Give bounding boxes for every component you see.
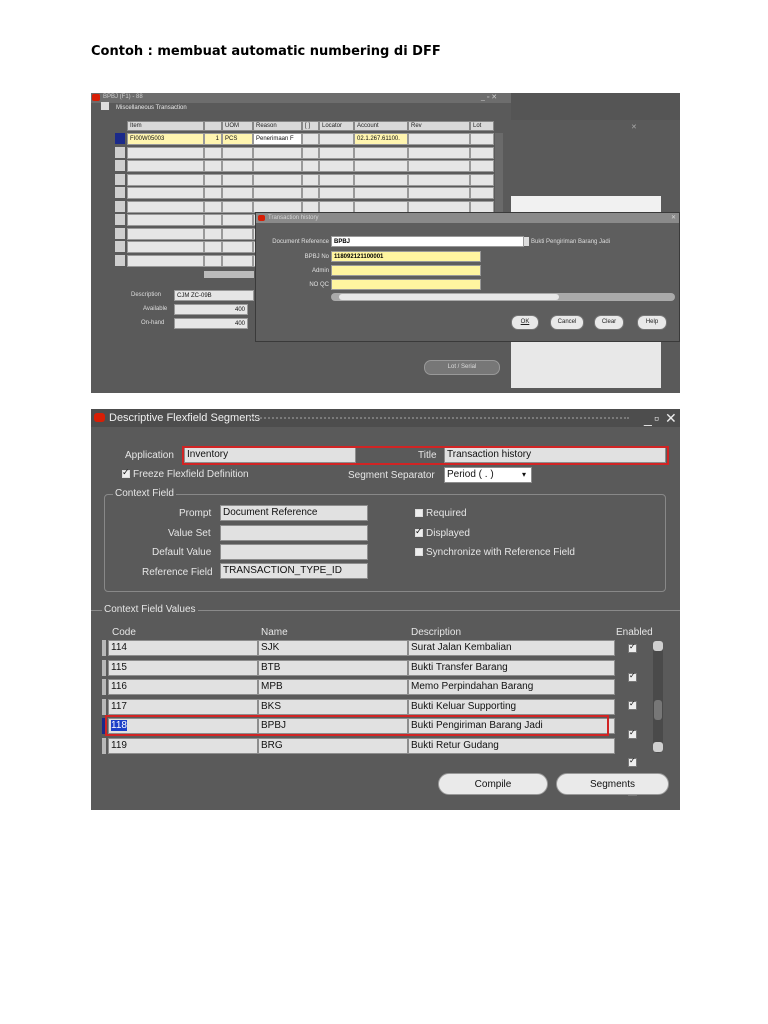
value-set-field[interactable]: [220, 525, 368, 541]
col-qty: [204, 121, 222, 131]
grid-cell[interactable]: [127, 160, 204, 172]
freeze-checkbox[interactable]: [122, 469, 249, 480]
chevron-down-icon: ▾: [521, 470, 526, 479]
available-field: 400: [174, 304, 248, 315]
displayed-checkbox[interactable]: [415, 528, 470, 539]
grid-cell[interactable]: [470, 201, 494, 213]
reason-field[interactable]: Penerimaan F: [253, 133, 302, 145]
grid-cell[interactable]: [408, 147, 470, 159]
grid-cell[interactable]: [470, 174, 494, 186]
grid-cell[interactable]: [222, 214, 253, 226]
highlight-box: [182, 446, 669, 465]
misc-title-bar: [91, 93, 511, 103]
grid-cell[interactable]: [354, 201, 408, 213]
description-cell[interactable]: Bukti Transfer Barang: [408, 660, 615, 676]
prompt-field[interactable]: Document Reference: [220, 505, 368, 521]
grid-cell[interactable]: [204, 147, 222, 159]
checkbox-icon: [415, 529, 423, 537]
tx-title-bar: [256, 213, 679, 223]
col-item: Item: [127, 121, 204, 131]
help-button[interactable]: Help: [637, 315, 667, 330]
bpbj-label: BPBJ No: [304, 254, 329, 260]
grid-cell[interactable]: [253, 174, 302, 186]
grid-cell[interactable]: [253, 201, 302, 213]
dff-title-bar: [91, 409, 680, 427]
grid-cell[interactable]: [408, 160, 470, 172]
description-cell[interactable]: Bukti Pengiriman Barang Jadi: [408, 718, 615, 734]
grid-cell[interactable]: [319, 160, 354, 172]
col-bracket: [ ]: [302, 121, 319, 131]
enabled-checkbox[interactable]: [628, 644, 637, 653]
oracle-icon: [258, 215, 265, 221]
account-field[interactable]: 02.1.267.61100.: [354, 133, 408, 145]
horizontal-scrollbar[interactable]: [204, 271, 254, 278]
screenshot-misc-transaction: [91, 93, 680, 393]
row-selector[interactable]: [102, 679, 106, 695]
grid-cell[interactable]: [302, 187, 319, 199]
scroll-up-icon[interactable]: [653, 641, 663, 651]
grid-cell[interactable]: [302, 201, 319, 213]
current-record-indicator: [115, 133, 125, 144]
code-cell[interactable]: 114: [108, 640, 258, 656]
doc-ref-label: Document Reference: [272, 239, 329, 245]
col-account: Account: [354, 121, 408, 131]
segment-separator-value: Period ( . ): [447, 469, 494, 480]
doc-ref-field[interactable]: BPBJ: [331, 236, 524, 247]
segment-separator-select[interactable]: [444, 467, 532, 483]
rev-field[interactable]: [408, 133, 470, 145]
description-cell[interactable]: Bukti Keluar Supporting: [408, 699, 615, 715]
name-cell[interactable]: MPB: [258, 679, 408, 695]
col-description-header: Description: [411, 627, 462, 638]
default-value-label: Default Value: [152, 547, 212, 558]
row-indicator[interactable]: [115, 201, 125, 212]
admin-label: Admin: [311, 268, 329, 274]
grid-cell[interactable]: [354, 160, 408, 172]
grid-cell[interactable]: [204, 201, 222, 213]
grid-cell[interactable]: [253, 187, 302, 199]
lot-field[interactable]: [470, 133, 494, 145]
context-field-legend: Context Field: [115, 488, 174, 499]
row-selector[interactable]: [102, 738, 106, 754]
enabled-checkbox[interactable]: [628, 730, 637, 739]
required-label: Required: [426, 508, 467, 519]
row-selector[interactable]: [102, 699, 106, 715]
grid-cell[interactable]: [127, 147, 204, 159]
grid-cell[interactable]: [253, 147, 302, 159]
grid-cell[interactable]: [222, 255, 253, 267]
grid-cell[interactable]: [408, 201, 470, 213]
row-selector[interactable]: [102, 660, 106, 676]
grid-cell[interactable]: [319, 201, 354, 213]
qty-field[interactable]: 1: [204, 133, 222, 145]
row-indicator[interactable]: [115, 174, 125, 185]
bpbj-no-field[interactable]: 118092121100001: [331, 251, 481, 262]
close-icon[interactable]: ✕: [665, 410, 677, 426]
grid-cell[interactable]: [319, 174, 354, 186]
form-icon: [101, 102, 109, 110]
onhand-label: On-hand: [141, 320, 165, 326]
code-cell[interactable]: 116: [108, 679, 258, 695]
title-bar-texture: [249, 417, 629, 422]
grid-cell[interactable]: [470, 160, 494, 172]
description-cell[interactable]: Memo Perpindahan Barang: [408, 679, 615, 695]
oracle-icon: [94, 413, 105, 422]
noqc-label: NO QC: [309, 282, 329, 288]
background-panel-lower: [509, 338, 661, 388]
row-indicator[interactable]: [115, 187, 125, 198]
grid-cell[interactable]: [204, 255, 222, 267]
grid-cell[interactable]: [127, 255, 204, 267]
grid-cell[interactable]: [354, 174, 408, 186]
grid-cell[interactable]: [204, 187, 222, 199]
application-field[interactable]: Inventory: [184, 447, 356, 463]
grid-cell[interactable]: [127, 187, 204, 199]
grid-cell[interactable]: [204, 241, 222, 253]
description-cell[interactable]: Bukti Retur Gudang: [408, 738, 615, 754]
misc-subtitle: Miscellaneous Transaction: [116, 105, 187, 111]
name-cell[interactable]: SJK: [258, 640, 408, 656]
grid-cell[interactable]: [302, 174, 319, 186]
row-indicator[interactable]: [115, 241, 125, 252]
prompt-label: Prompt: [179, 508, 212, 519]
col-lot: Lot: [470, 121, 494, 131]
bg-window-controls: ✕: [631, 124, 637, 131]
maximize-icon[interactable]: ▫: [654, 410, 659, 426]
description-field[interactable]: CJM ZC-09B: [174, 290, 254, 301]
compile-button[interactable]: Compile: [438, 773, 548, 795]
grid-cell[interactable]: [408, 187, 470, 199]
grid-cell[interactable]: [470, 147, 494, 159]
grid-cell[interactable]: [253, 160, 302, 172]
code-cell[interactable]: 115: [108, 660, 258, 676]
grid-cell[interactable]: [302, 160, 319, 172]
segment-separator-label: Segment Separator: [348, 470, 435, 481]
code-cell[interactable]: 119: [108, 738, 258, 754]
vertical-scrollbar[interactable]: [653, 641, 663, 753]
synchronize-checkbox[interactable]: [415, 547, 575, 558]
scroll-thumb[interactable]: [339, 294, 559, 300]
tx-horizontal-scrollbar[interactable]: [331, 293, 675, 301]
dff-window-title: Descriptive Flexfield Segments: [109, 412, 261, 424]
available-label: Available: [143, 306, 168, 312]
scroll-thumb[interactable]: [654, 700, 662, 720]
grid-cell[interactable]: [222, 147, 253, 159]
tx-window-title: Transaction history: [268, 215, 319, 221]
title-label: Title: [418, 450, 437, 461]
col-reason: Reason: [253, 121, 302, 131]
required-checkbox[interactable]: [415, 508, 467, 519]
name-cell[interactable]: BTB: [258, 660, 408, 676]
grid-cell[interactable]: [354, 147, 408, 159]
grid-cell[interactable]: [127, 241, 204, 253]
name-cell[interactable]: BKS: [258, 699, 408, 715]
default-value-field[interactable]: [220, 544, 368, 560]
grid-cell[interactable]: [319, 147, 354, 159]
grid-cell[interactable]: [302, 147, 319, 159]
grid-cell[interactable]: [127, 201, 204, 213]
lov-button[interactable]: [524, 237, 529, 246]
scroll-down-icon[interactable]: [653, 742, 663, 752]
sync-label: Synchronize with Reference Field: [426, 547, 575, 558]
col-name-header: Name: [261, 627, 288, 638]
grid-cell[interactable]: [204, 160, 222, 172]
grid-cell[interactable]: [408, 174, 470, 186]
name-cell[interactable]: BPBJ: [258, 718, 408, 734]
col-rev: Rev: [408, 121, 470, 131]
reference-field-field[interactable]: TRANSACTION_TYPE_ID: [220, 563, 368, 579]
misc-window-title: BPBJ (F1) - 88: [103, 94, 143, 100]
row-indicator[interactable]: [115, 228, 125, 239]
bracket-field[interactable]: [302, 133, 319, 145]
application-label: Application: [125, 450, 174, 461]
screenshot-dff-segments: [91, 409, 680, 810]
ok-button[interactable]: [511, 315, 539, 330]
col-uom: UOM: [222, 121, 253, 131]
value-set-label: Value Set: [168, 528, 211, 539]
grid-cell[interactable]: [222, 174, 253, 186]
item-field[interactable]: FI00W05003: [127, 133, 204, 145]
page-heading: Contoh : membuat automatic numbering di DFF: [91, 44, 441, 59]
grid-cell[interactable]: [222, 241, 253, 253]
enabled-checkbox[interactable]: [628, 701, 637, 710]
clear-button[interactable]: Clear: [594, 315, 624, 330]
grid-cell[interactable]: [319, 187, 354, 199]
checkbox-icon: [415, 548, 423, 556]
code-cell[interactable]: 117: [108, 699, 258, 715]
row-indicator[interactable]: [115, 255, 125, 266]
minimize-icon[interactable]: _: [644, 410, 652, 426]
row-indicator[interactable]: [115, 147, 125, 158]
title-field[interactable]: Transaction history: [444, 447, 666, 463]
displayed-label: Displayed: [426, 528, 470, 539]
grid-cell[interactable]: [222, 160, 253, 172]
row-selector[interactable]: [102, 640, 106, 656]
grid-cell[interactable]: [127, 174, 204, 186]
segments-button[interactable]: Segments: [556, 773, 669, 795]
grid-cell[interactable]: [204, 214, 222, 226]
checkbox-icon: [122, 470, 130, 478]
name-cell[interactable]: BRG: [258, 738, 408, 754]
col-code-header: Code: [112, 627, 136, 638]
close-icon[interactable]: ✕: [670, 215, 676, 221]
transaction-history-window: [255, 212, 680, 342]
checkbox-icon: [415, 509, 423, 517]
noqc-field[interactable]: [331, 279, 481, 290]
enabled-checkbox[interactable]: [628, 758, 637, 767]
grid-cell[interactable]: [222, 228, 253, 240]
enabled-checkbox[interactable]: [628, 673, 637, 682]
grid-cell[interactable]: [470, 187, 494, 199]
grid-cell[interactable]: [354, 187, 408, 199]
grid-cell[interactable]: [127, 228, 204, 240]
col-locator: Locator: [319, 121, 354, 131]
description-cell[interactable]: Surat Jalan Kembalian: [408, 640, 615, 656]
grid-cell[interactable]: [204, 174, 222, 186]
context-values-legend: Context Field Values: [104, 604, 196, 615]
window-controls[interactable]: _ ▫ ✕: [481, 94, 498, 101]
code-cell-text: 118: [111, 720, 127, 731]
row-indicator[interactable]: [115, 160, 125, 171]
misc-subtitle-bar: [91, 104, 511, 114]
row-indicator[interactable]: [115, 214, 125, 225]
grid-cell[interactable]: [127, 214, 204, 226]
oracle-icon: [92, 94, 100, 101]
grid-cell[interactable]: [222, 201, 253, 213]
ok-label: OK: [520, 319, 530, 325]
cancel-button[interactable]: Cancel: [550, 315, 584, 330]
reference-field-label: Reference Field: [142, 567, 213, 578]
description-label: Description: [131, 292, 162, 298]
selected-row-highlight: [105, 715, 609, 736]
admin-field[interactable]: [331, 265, 481, 276]
grid-cell[interactable]: [204, 228, 222, 240]
col-enabled-header: Enabled: [616, 627, 653, 638]
freeze-label: Freeze Flexfield Definition: [133, 469, 249, 480]
onhand-field: 400: [174, 318, 248, 329]
lot-serial-button[interactable]: Lot / Serial: [424, 360, 500, 375]
uom-field[interactable]: PCS: [222, 133, 253, 145]
locator-field[interactable]: [319, 133, 354, 145]
doc-ref-description: Bukti Pengiriman Barang Jadi: [531, 239, 611, 245]
grid-cell[interactable]: [222, 187, 253, 199]
